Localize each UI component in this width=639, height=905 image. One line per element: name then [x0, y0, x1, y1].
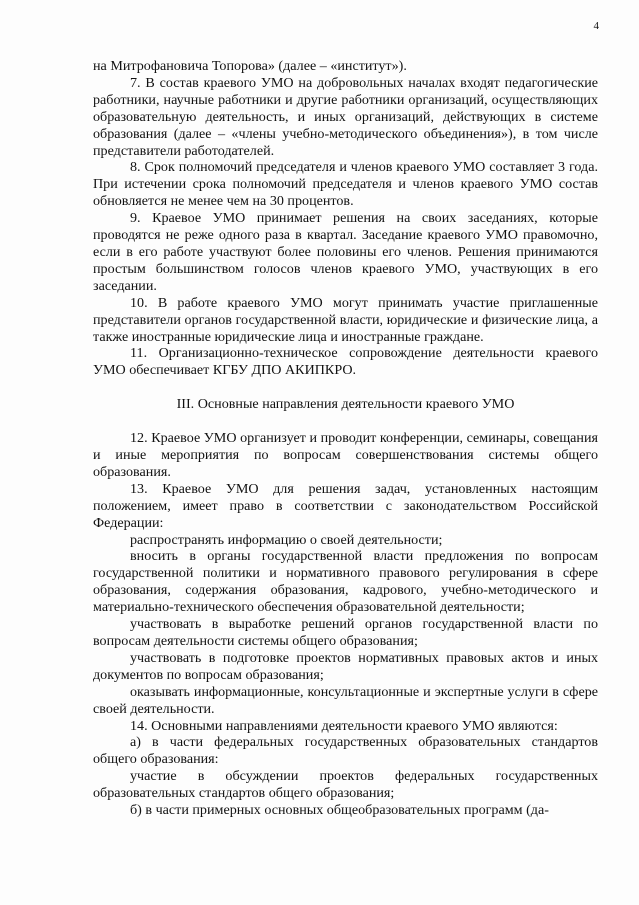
paragraph: 11. Организационно-техническое сопровождение деятельности краевого УМО обеспечивает КГБУ ДПО АКИПКРО. [93, 345, 598, 379]
paragraph: оказывать информационные, консультационные и экспертные услуги в сфере своей деятельности. [93, 683, 598, 717]
section-after [93, 430, 598, 819]
paragraph: 13. Краевое УМО для решения задач, установленных настоящим положением, имеет право в соответствии с законодательством Российской Федерации: [93, 480, 598, 531]
paragraph: вносить в органы государственной власти предложения по вопросам государственной политики и нормативного правового регулирования в сфере образования, содержания образования, кадрового, учебно-методического и материально-технического обеспечения образовательной деятельности; [93, 548, 598, 616]
paragraph: участие в обсуждении проектов федеральных государственных образовательных стандартов общего образования; [93, 768, 598, 802]
paragraph: на Митрофановича Топорова» (далее – «институт»). [93, 58, 407, 74]
paragraph: а) в части федеральных государственных образовательных стандартов общего образования: [93, 734, 598, 768]
paragraph: распространять информацию о своей деятельности; [130, 531, 443, 548]
paragraph: 12. Краевое УМО организует и проводит конференции, семинары, совещания и иные мероприятия по вопросам совершенствования системы общего образования. [93, 430, 598, 480]
paragraph: 10. В работе краевого УМО могут принимать участие приглашенные представители органов государственной власти, юридические и физические лица, а также иностранные юридические лица и иностранные граждане. [93, 294, 598, 345]
paragraph: участвовать в подготовке проектов нормативных правовых актов и иных документов по вопросам образования; [93, 649, 598, 683]
paragraph: 8. Срок полномочий председателя и членов краевого УМО составляет 3 года. При истечении срока полномочий председателя и членов краевого УМО состав обновляется не менее чем на 30 процентов. [93, 159, 598, 210]
paragraph: 7. В состав краевого УМО на добровольных началах входят педагогические работники, научные работники и другие работники организаций, осуществляющих образовательную деятельность, и иных организаций, действующих в системе образования (далее – «члены учебно-методического объединения»), в том числе представители работодателей. [93, 74, 598, 159]
document-body [93, 58, 598, 819]
paragraph: 9. Краевое УМО принимает решения на своих заседаниях, которые проводятся не реже одного раза в квартал. Заседание краевого УМО правомочно, если в его работе участвуют более половины его членов. Решения принимаются простым большинством голосов членов краевого УМО, участвующих в его заседании. [93, 210, 598, 294]
page-number: 4 [593, 20, 599, 32]
section-heading: III. Основные направления деятельности краевого УМО [176, 396, 515, 413]
paragraph: б) в части примерных основных общеобразовательных программ (да- [130, 802, 549, 819]
section-before [93, 58, 598, 379]
paragraph: участвовать в выработке решений органов государственной власти по вопросам деятельности системы общего образования; [93, 616, 598, 649]
paragraph: 14. Основными направлениями деятельности краевого УМО являются: [130, 717, 558, 734]
